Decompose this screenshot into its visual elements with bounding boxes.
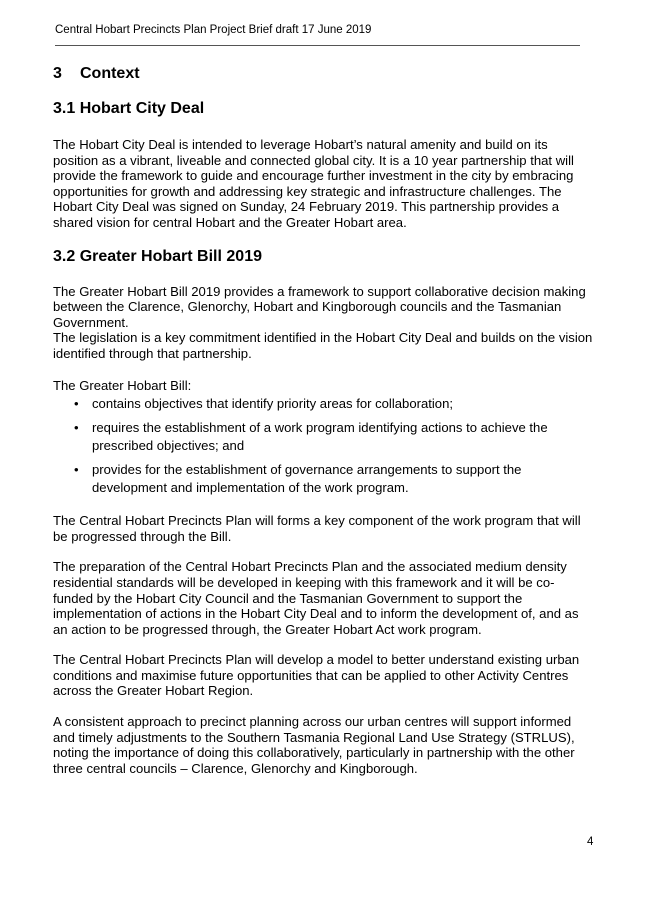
bill-heading: 3.2 Greater Hobart Bill 2019 (53, 247, 262, 265)
bullet-icon: • (74, 396, 79, 412)
list-item (53, 461, 593, 497)
bill-paragraph-2: The legislation is a key commitment identified in the Hobart City Deal and builds on the vision identified through that partnership. (53, 330, 593, 361)
section-number: 3 (53, 65, 62, 82)
bill-paragraph-6: A consistent approach to precinct planning across our urban centres will support informed and timely adjustments to the Southern Tasmania Regional Land Use Strategy (STRLUS), noting the importance of doing this collaboratively, particularly in partnership with the other three central councils – Clarence, Glenorchy and Kingborough. (53, 714, 575, 776)
bill-paragraph-1: The Greater Hobart Bill 2019 provides a framework to support collaborative decision making between the Clarence, Glenorchy, Hobart and Kingborough councils and the Tasmanian Government. (53, 283, 586, 330)
list-item (53, 395, 593, 413)
city-deal-heading: 3.1 Hobart City Deal (53, 100, 205, 117)
bill-paragraph-3: The Central Hobart Precincts Plan will forms a key component of the work program that will be progressed through the Bill. (53, 513, 581, 544)
page-content (53, 64, 593, 776)
list-item (53, 419, 593, 455)
bill-objectives-list (53, 395, 593, 497)
bullet-icon: • (74, 462, 79, 478)
list-item-text: contains objectives that identify priority areas for collaboration; (92, 396, 453, 412)
section-heading (53, 64, 593, 84)
section-title: Context (80, 65, 140, 82)
bill-paragraph-4: The preparation of the Central Hobart Precincts Plan and the associated medium density residential standards will be developed in keeping with this framework and it will be co-funded by the Hobart City Council and the Tasmanian Government to support the implementation of actions in the Hobart City Deal and to inform the development of, and as an action to be progressed through, the Greater Hobart Act work program. (53, 559, 579, 637)
list-item-text: provides for the establishment of governance arrangements to support the development and implementation of the work program. (92, 462, 522, 496)
bill-list-intro: The Greater Hobart Bill: (53, 377, 192, 393)
list-item-text: requires the establishment of a work program identifying actions to achieve the prescribed objectives; and (92, 420, 548, 454)
header-divider (55, 45, 580, 46)
bill-paragraph-5: The Central Hobart Precincts Plan will develop a model to better understand existing urban conditions and maximise future opportunities that can be applied to other Activity Centres across the Greater Hobart Region. (53, 652, 580, 699)
bullet-icon: • (74, 420, 79, 436)
city-deal-paragraph: The Hobart City Deal is intended to leverage Hobart’s natural amenity and build on its position as a vibrant, liveable and connected global city. It is a 10 year partnership that will provide the framework to guide and encourage further investment in the city by embracing opportunities for growth and addressing key strategic and infrastructure challenges. The Hobart City Deal was signed on Sunday, 24 February 2019. This partnership provides a shared vision for central Hobart and the Greater Hobart area. (53, 137, 574, 230)
page-number: 4 (587, 836, 594, 848)
running-header: Central Hobart Precincts Plan Project Brief draft 17 June 2019 (55, 24, 372, 36)
